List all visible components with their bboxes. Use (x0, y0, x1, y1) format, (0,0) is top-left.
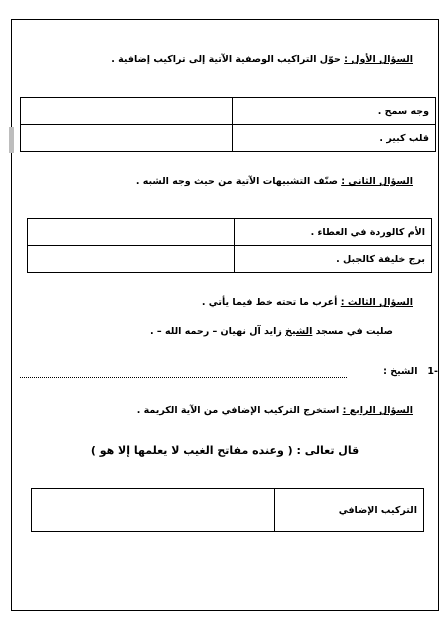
sentence-underlined-word: الشيخ (285, 326, 313, 337)
table-1-row (21, 125, 436, 152)
quran-verse: قال تعالى : ( وعنده مفاتح الغيب لا يعلمها إلا هو ) (90, 444, 360, 457)
table-1-cell-phrase: وجه سمح . (233, 98, 436, 125)
table-3-row (32, 489, 424, 532)
answer-1-word: الشيخ : (383, 366, 418, 377)
question-2 (136, 176, 413, 187)
table-1-cell-answer[interactable] (21, 125, 233, 152)
question-4-heading: السؤال الرابع : (342, 405, 413, 416)
table-1-row (21, 98, 436, 125)
table-2 (27, 218, 432, 273)
question-2-text: صنّف التشبيهات الآتية من حيث وجه الشبه . (135, 176, 342, 187)
sentence-after: زايد آل نهيان – رحمه الله – . (149, 326, 286, 337)
table-1-cell-answer[interactable] (21, 98, 233, 125)
parse-sentence (150, 326, 393, 337)
table-3 (31, 488, 424, 532)
table-1 (20, 97, 436, 152)
question-3-heading: السؤال الثالث : (340, 297, 413, 308)
sentence-before: صليت في مسجد (312, 326, 393, 337)
table-3-cell-answer[interactable] (32, 489, 275, 532)
table-1-cell-phrase: قلب كبير . (233, 125, 436, 152)
table-2-row (28, 219, 432, 246)
question-2-heading: السؤال الثاني : (341, 176, 413, 187)
table-2-cell-answer[interactable] (28, 219, 235, 246)
question-1-heading: السؤال الأول : (344, 54, 413, 65)
table-2-cell-phrase: برج خليفة كالجبل . (235, 246, 432, 273)
table-3-cell-label: التركيب الإضافي (275, 489, 424, 532)
answer-1-number: -1 (427, 366, 438, 377)
edge-mark (9, 127, 14, 153)
question-3 (202, 297, 413, 308)
question-1-text: حوّل التراكيب الوصفية الآتية إلى تراكيب إضافية . (111, 54, 345, 65)
question-3-text: أعرب ما تحته خط فيما يأتي . (201, 297, 341, 308)
answer-1-label (383, 366, 438, 377)
answer-1-line[interactable] (20, 377, 347, 378)
table-2-cell-phrase: الأم كالوردة في العطاء . (235, 219, 432, 246)
question-4 (137, 405, 413, 416)
question-4-text: استخرج التركيب الإضافي من الآية الكريمة . (136, 405, 343, 416)
table-2-row (28, 246, 432, 273)
table-2-cell-answer[interactable] (28, 246, 235, 273)
question-1 (111, 54, 413, 65)
